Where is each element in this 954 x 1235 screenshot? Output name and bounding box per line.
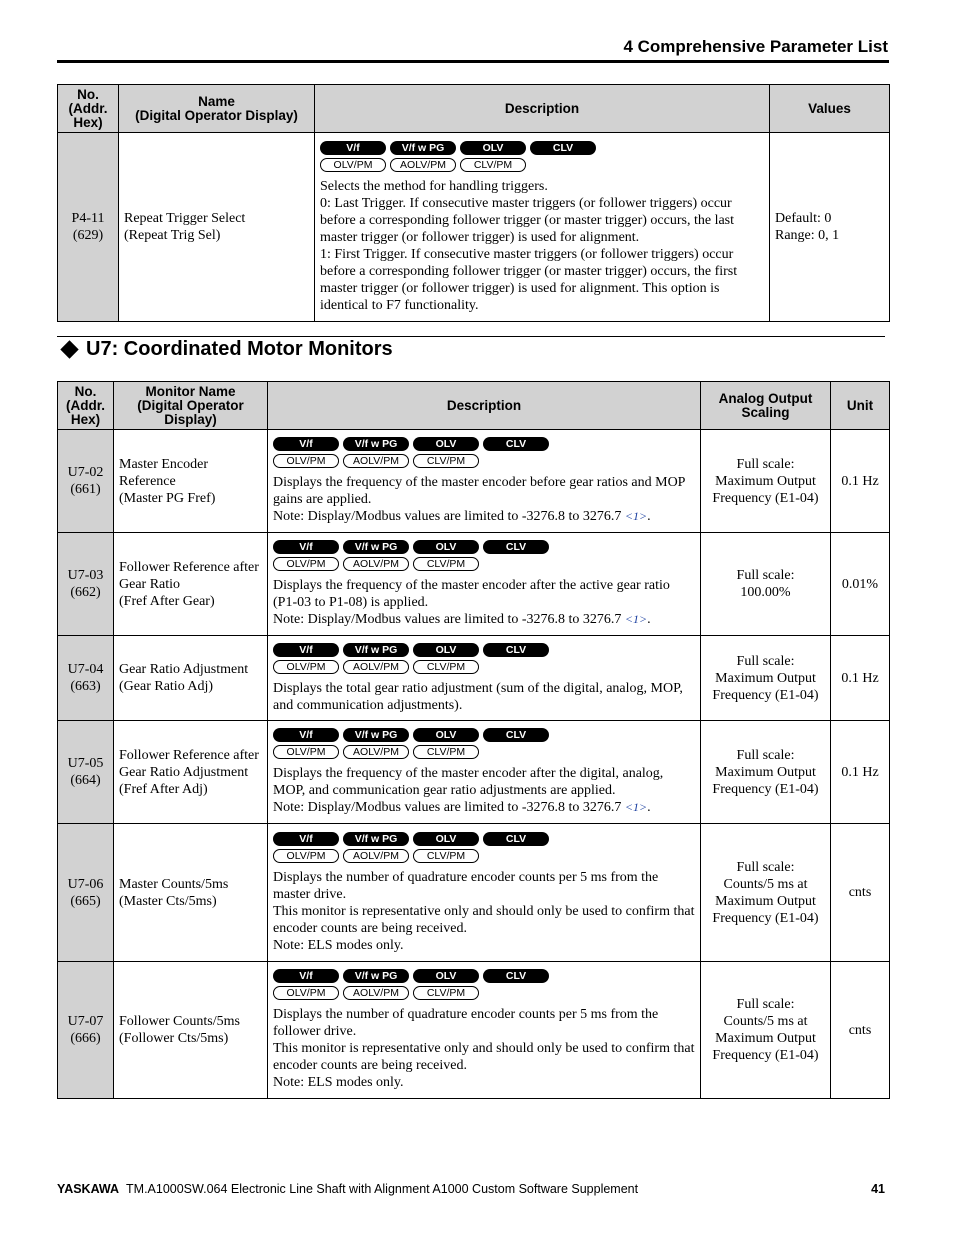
control-mode-badge: V/f w PG: [343, 969, 409, 983]
control-mode-badge: V/f: [273, 643, 339, 657]
control-mode-badge: AOLV/PM: [343, 454, 409, 468]
param-number: P4-11 (629): [58, 133, 119, 322]
control-mode-badge: CLV/PM: [460, 158, 526, 172]
control-mode-badges: [273, 969, 695, 1000]
control-mode-badge: CLV: [483, 643, 549, 657]
control-mode-badge: OLV: [413, 643, 479, 657]
note-text: Note: Display/Modbus values are limited to -3276.8 to 3276.7: [273, 800, 622, 815]
table-row: [58, 824, 890, 962]
note-text: Note: Display/Modbus values are limited to -3276.8 to 3276.7: [273, 509, 622, 524]
control-mode-badge: V/f: [273, 728, 339, 742]
col-header-values: Values: [770, 85, 890, 133]
col-header-description: Description: [315, 85, 770, 133]
analog-output-scaling: Full scale: Maximum Output Frequency (E1-04): [701, 721, 831, 824]
control-mode-badge: CLV/PM: [413, 660, 479, 674]
footer-brand: YASKAWA: [57, 1182, 120, 1196]
control-mode-badge: AOLV/PM: [390, 158, 456, 172]
control-mode-badge: CLV: [530, 141, 596, 155]
control-mode-badge: CLV: [483, 437, 549, 451]
control-mode-badge: AOLV/PM: [343, 745, 409, 759]
analog-output-scaling: Full scale: 100.00%: [701, 533, 831, 636]
control-mode-badge: OLV/PM: [273, 986, 339, 1000]
control-mode-badge: OLV/PM: [273, 454, 339, 468]
section-heading: [61, 338, 393, 361]
col-header-unit: Unit: [831, 382, 890, 430]
monitor-number: U7-06 (665): [58, 824, 114, 962]
control-mode-badge: AOLV/PM: [343, 849, 409, 863]
monitor-name: Follower Counts/5ms (Follower Cts/5ms): [114, 962, 268, 1099]
parameter-table: [57, 84, 890, 322]
table-row: [58, 962, 890, 1099]
col-header-no: No. (Addr. Hex): [58, 85, 119, 133]
footer-doc-title: TM.A1000SW.064 Electronic Line Shaft with Alignment A1000 Custom Software Supplement: [126, 1182, 639, 1196]
page-number: 41: [871, 1182, 885, 1196]
note-text: Note: Display/Modbus values are limited to -3276.8 to 3276.7: [273, 612, 622, 627]
monitor-table: [57, 381, 890, 1099]
analog-output-scaling: Full scale: Maximum Output Frequency (E1-04): [701, 430, 831, 533]
control-mode-badge: V/f w PG: [343, 643, 409, 657]
control-mode-badge: CLV: [483, 728, 549, 742]
control-mode-badges: [273, 437, 695, 468]
control-mode-badge: CLV/PM: [413, 745, 479, 759]
control-mode-badge: OLV: [460, 141, 526, 155]
col-header-no: No. (Addr. Hex): [58, 382, 114, 430]
col-header-description: Description: [268, 382, 701, 430]
table-row: [58, 533, 890, 636]
monitor-unit: cnts: [831, 824, 890, 962]
monitor-description: V/f V/f w PG OLV CLV OLV/PM AOLV/PM CLV/PM Displays the frequency of the master encoder after the active gear ratio (P1-03 to P1-08) is applied. Note: Display/Modbus values are limited to -3276.8 to 3276.7 <1>.: [268, 533, 701, 636]
control-mode-badge: V/f w PG: [343, 437, 409, 451]
page-footer: [57, 1182, 885, 1196]
monitor-name: Follower Reference after Gear Ratio (Fref After Gear): [114, 533, 268, 636]
control-mode-badge: AOLV/PM: [343, 660, 409, 674]
section-header-title: 4 Comprehensive Parameter List: [623, 37, 888, 56]
monitor-unit: cnts: [831, 962, 890, 1099]
table-row: [58, 430, 890, 533]
param-description: V/f V/f w PG OLV CLV OLV/PM AOLV/PM CLV/PM Selects the method for handling triggers. 0: Last Trigger. If consecutive master triggers (or follower triggers) occur before a corresponding follower trigger (or master trigger) occurs, the last master trigger (or follower trigger) is used for alignment. 1: First Trigger. If consecutive master triggers (or follower triggers) occur before a corresponding follower trigger (or master trigger) occurs, the first master trigger (or follower trigger) is used for alignment. This option is identical to F7 functionality.: [315, 133, 770, 322]
control-mode-badge: V/f: [273, 540, 339, 554]
control-mode-badge: CLV/PM: [413, 454, 479, 468]
monitor-number: U7-04 (663): [58, 636, 114, 721]
control-mode-badge: OLV: [413, 728, 479, 742]
control-mode-badge: OLV: [413, 437, 479, 451]
monitor-number: U7-05 (664): [58, 721, 114, 824]
analog-output-scaling: Full scale: Maximum Output Frequency (E1-04): [701, 636, 831, 721]
header-rule: [57, 60, 889, 63]
control-mode-badge: CLV: [483, 832, 549, 846]
control-mode-badge: OLV/PM: [273, 660, 339, 674]
monitor-description: V/f V/f w PG OLV CLV OLV/PM AOLV/PM CLV/PM Displays the frequency of the master encoder before gear ratios and MOP gains are applied. Note: Display/Modbus values are limited to -3276.8 to 3276.7 <1>.: [268, 430, 701, 533]
control-mode-badge: CLV: [483, 540, 549, 554]
control-mode-badge: V/f w PG: [390, 141, 456, 155]
monitor-unit: 0.1 Hz: [831, 721, 890, 824]
control-mode-badge: V/f w PG: [343, 832, 409, 846]
col-header-scaling: Analog Output Scaling: [701, 382, 831, 430]
control-mode-badges: [273, 832, 695, 863]
control-mode-badge: AOLV/PM: [343, 557, 409, 571]
control-mode-badge: V/f: [320, 141, 386, 155]
monitor-number: U7-02 (661): [58, 430, 114, 533]
control-mode-badge: OLV: [413, 540, 479, 554]
diamond-bullet-icon: [60, 340, 78, 358]
footnote-ref-link[interactable]: <1>: [624, 800, 648, 814]
control-mode-badge: CLV/PM: [413, 986, 479, 1000]
control-mode-badge: OLV: [413, 832, 479, 846]
monitor-name: Follower Reference after Gear Ratio Adjustment (Fref After Adj): [114, 721, 268, 824]
monitor-description: V/f V/f w PG OLV CLV OLV/PM AOLV/PM CLV/PM Displays the frequency of the master encoder after the digital, analog, MOP, and communication gear ratio adjustments are applied. Note: Display/Modbus values are limited to -3276.8 to 3276.7 <1>.: [268, 721, 701, 824]
control-mode-badges: [320, 141, 764, 172]
control-mode-badges: [273, 540, 695, 571]
control-mode-badge: OLV/PM: [273, 745, 339, 759]
control-mode-badge: CLV/PM: [413, 849, 479, 863]
table-row: [58, 636, 890, 721]
section-title: U7: Coordinated Motor Monitors: [86, 338, 393, 360]
control-mode-badge: V/f: [273, 832, 339, 846]
control-mode-badge: OLV: [413, 969, 479, 983]
param-name: Repeat Trigger Select (Repeat Trig Sel): [119, 133, 315, 322]
control-mode-badge: V/f w PG: [343, 540, 409, 554]
monitor-unit: 0.1 Hz: [831, 430, 890, 533]
col-header-name: Name (Digital Operator Display): [119, 85, 315, 133]
monitor-name: Master Encoder Reference (Master PG Fref): [114, 430, 268, 533]
control-mode-badge: OLV/PM: [273, 557, 339, 571]
monitor-name: Master Counts/5ms (Master Cts/5ms): [114, 824, 268, 962]
table-row: [58, 721, 890, 824]
monitor-name: Gear Ratio Adjustment (Gear Ratio Adj): [114, 636, 268, 721]
col-header-monitor-name: Monitor Name (Digital Operator Display): [114, 382, 268, 430]
control-mode-badge: OLV/PM: [273, 849, 339, 863]
footer-text: [57, 1182, 638, 1196]
section-rule: [57, 336, 885, 337]
monitor-description: V/f V/f w PG OLV CLV OLV/PM AOLV/PM CLV/PM Displays the number of quadrature encoder counts per 5 ms from the master drive. This monitor is representative only and should only be used to confirm that encoder counts are being received. Note: ELS modes only.: [268, 824, 701, 962]
control-mode-badges: [273, 728, 695, 759]
footnote-ref-link[interactable]: <1>: [624, 509, 648, 523]
monitor-number: U7-07 (666): [58, 962, 114, 1099]
control-mode-badges: [273, 643, 695, 674]
control-mode-badge: V/f: [273, 969, 339, 983]
analog-output-scaling: Full scale: Counts/5 ms at Maximum Output Frequency (E1-04): [701, 824, 831, 962]
analog-output-scaling: Full scale: Counts/5 ms at Maximum Output Frequency (E1-04): [701, 962, 831, 1099]
monitor-number: U7-03 (662): [58, 533, 114, 636]
table-row: [58, 133, 890, 322]
monitor-description: V/f V/f w PG OLV CLV OLV/PM AOLV/PM CLV/PM Displays the total gear ratio adjustment (sum of the digital, analog, MOP, and communication adjustments).: [268, 636, 701, 721]
control-mode-badge: AOLV/PM: [343, 986, 409, 1000]
monitor-description: V/f V/f w PG OLV CLV OLV/PM AOLV/PM CLV/PM Displays the number of quadrature encoder counts per 5 ms from the follower drive. This monitor is representative only and should only be used to confirm that encoder counts are being received. Note: ELS modes only.: [268, 962, 701, 1099]
control-mode-badge: V/f w PG: [343, 728, 409, 742]
footnote-ref-link[interactable]: <1>: [624, 612, 648, 626]
control-mode-badge: CLV/PM: [413, 557, 479, 571]
control-mode-badge: CLV: [483, 969, 549, 983]
param-values: Default: 0 Range: 0, 1: [770, 133, 890, 322]
control-mode-badge: V/f: [273, 437, 339, 451]
control-mode-badge: OLV/PM: [320, 158, 386, 172]
monitor-unit: 0.1 Hz: [831, 636, 890, 721]
monitor-unit: 0.01%: [831, 533, 890, 636]
